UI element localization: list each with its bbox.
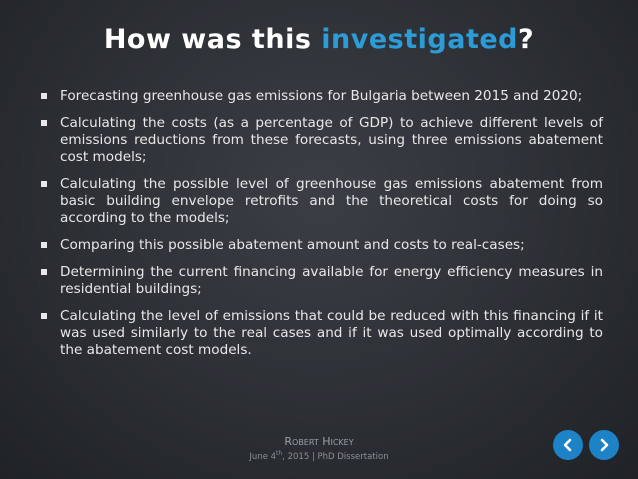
previous-slide-button[interactable]	[553, 430, 583, 460]
slide-title	[0, 24, 638, 55]
chevron-right-icon	[597, 438, 611, 452]
bullet-list	[38, 88, 603, 369]
bullet-item	[38, 237, 603, 254]
bullet-text: Calculating the level of emissions that could be reduced with this financing if it was used similarly to the real cases and if it was used optimally according to the abatement cost models.	[60, 308, 603, 358]
slide-footer	[0, 435, 638, 463]
title-question-mark: ?	[518, 24, 535, 55]
bullet-item	[38, 176, 603, 227]
bullet-item	[38, 88, 603, 105]
bullet-text: Comparing this possible abatement amount and costs to real-cases;	[60, 237, 525, 253]
chevron-left-icon	[561, 438, 575, 452]
bullet-square-icon	[41, 313, 47, 319]
bullet-text: Determining the current financing available for energy efficiency measures in residential buildings;	[60, 264, 603, 297]
bullet-text: Calculating the costs (as a percentage of GDP) to achieve different levels of emissions reductions from these forecasts, using three emissions abatement cost models;	[60, 115, 603, 165]
bullet-item	[38, 115, 603, 166]
bullet-text: Forecasting greenhouse gas emissions for Bulgaria between 2015 and 2020;	[60, 88, 583, 104]
bullet-square-icon	[41, 181, 47, 187]
bullet-square-icon	[41, 120, 47, 126]
bullet-text: Calculating the possible level of greenhouse gas emissions abatement from basic building envelope retrofits and the theoretical costs for doing so according to the models;	[60, 176, 603, 226]
footer-author: Robert Hickey	[284, 435, 354, 448]
footer-date-rest: , 2015 | PhD Dissertation	[282, 451, 389, 462]
bullet-item	[38, 264, 603, 298]
bullet-item	[38, 308, 603, 359]
bullet-square-icon	[41, 269, 47, 275]
footer-date	[0, 448, 638, 463]
footer-date-day: June 4	[249, 451, 277, 462]
title-accent: investigated	[321, 24, 519, 55]
bullet-square-icon	[41, 242, 47, 248]
footer-date-suffix: th	[276, 450, 283, 457]
bullet-square-icon	[41, 93, 47, 99]
next-slide-button[interactable]	[589, 430, 619, 460]
title-plain: How was this	[103, 24, 312, 55]
